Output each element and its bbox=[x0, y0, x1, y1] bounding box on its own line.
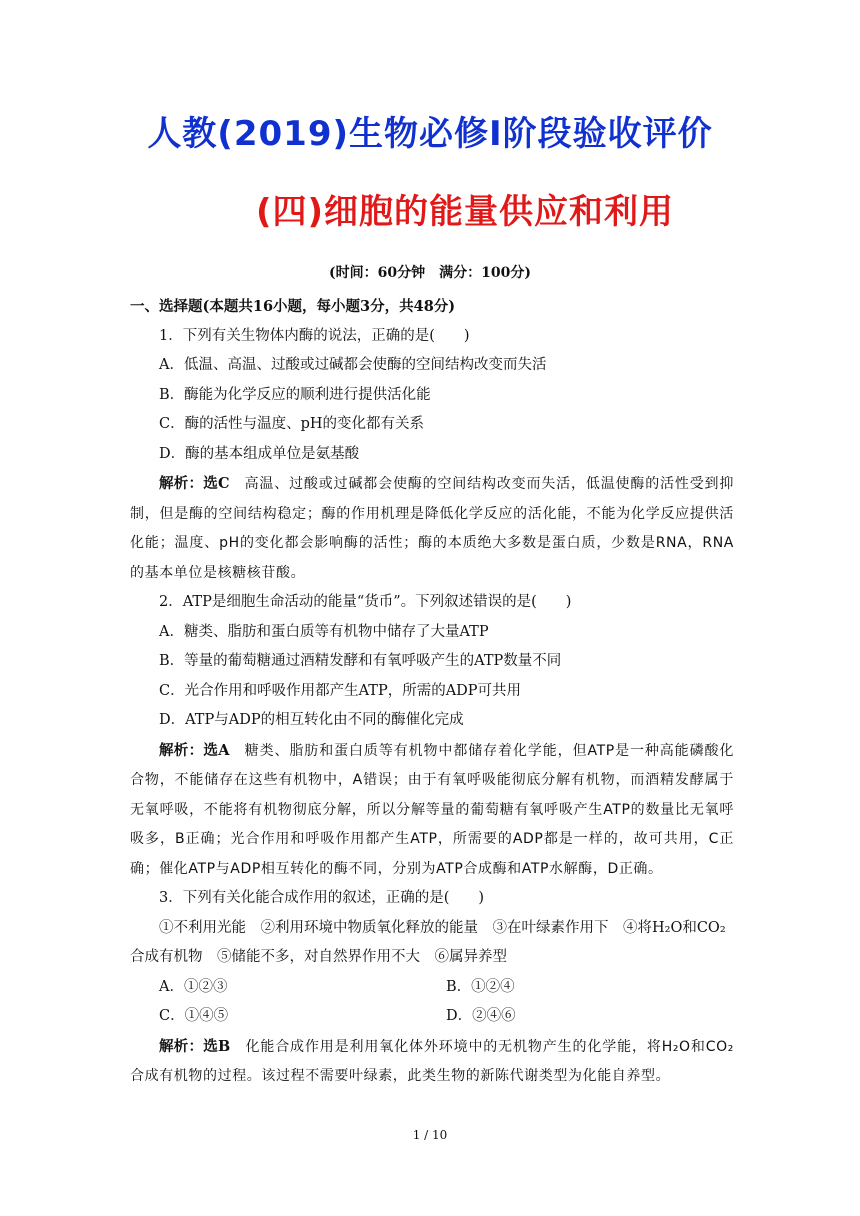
content bbox=[130, 292, 734, 1092]
page-number: 1 / 10 bbox=[412, 1128, 448, 1142]
q3-items: ①不利用光能 ②利用环境中物质氧化释放的能量 ③在叶绿素作用下 ④将H₂O和CO₂合成有机物 ⑤储能不多，对自然界作用不大 ⑥属异养型 bbox=[130, 919, 726, 965]
q1-option-b: B．酶能为化学反应的顺利进行提供活化能 bbox=[159, 386, 431, 403]
q3-answer-label: 解析：选B bbox=[159, 1037, 231, 1055]
q1-option-c: C．酶的活性与温度、pH的变化都有关系 bbox=[159, 416, 425, 432]
q2-option-a: A．糖类、脂肪和蛋白质等有机物中储存了大量ATP bbox=[159, 623, 489, 640]
title-line-2: (四)细胞的能量供应和利用 bbox=[255, 192, 675, 232]
q3-option-d: D．②④⑥ bbox=[446, 1008, 516, 1024]
q1-option-d: D．酶的基本组成单位是氨基酸 bbox=[159, 445, 360, 462]
q1-explanation-text: 高温、过酸或过碱都会使酶的空间结构改变而失活，低温使酶的活性受到抑制，但是酶的空间结构稳定；酶的作用机理是降低化学反应的活化能，不能为化学反应提供活化能；温度、pH的变化都会影响酶的活性；酶的本质绝大多数是蛋白质，少数是RNA，RNA的基本单位是核糖核苷酸。 bbox=[130, 476, 734, 581]
q3-option-b: B．①②④ bbox=[446, 978, 515, 995]
q1-explanation bbox=[130, 469, 734, 588]
q2-stem: 2．ATP是细胞生命活动的能量“货币”。下列叙述错误的是( ) bbox=[159, 594, 572, 610]
q3-options-row-2 bbox=[130, 1002, 734, 1032]
q3-options-row-1 bbox=[130, 973, 734, 1003]
title-line-1: 人教(2019)生物必修Ⅰ阶段验收评价 bbox=[147, 114, 713, 154]
q1-option-a: A．低温、高温、过酸或过碱都会使酶的空间结构改变而失活 bbox=[159, 357, 547, 373]
q3-option-a: A．①②③ bbox=[159, 978, 228, 995]
q3-stem: 3．下列有关化能合成作用的叙述，正确的是( ) bbox=[159, 890, 485, 906]
q2-explanation-text: 糖类、脂肪和蛋白质等有机物中都储存着化学能，但ATP是一种高能磷酸化合物，不能储存在这些有机物中，A错误；由于有氧呼吸能彻底分解有机物，而酒精发酵属于无氧呼吸，不能将有机物彻底分解，所以分解等量的葡萄糖有氧呼吸产生ATP的数量比无氧呼吸多，B正确；光合作用和呼吸作用都产生ATP，所需要的ADP都是一样的，故可共用，C正确；催化ATP与ADP相互转化的酶不同，分别为ATP合成酶和ATP水解酶，D正确。 bbox=[130, 742, 734, 877]
q3-explanation bbox=[130, 1032, 734, 1092]
q2-option-d: D．ATP与ADP的相互转化由不同的酶催化完成 bbox=[159, 712, 464, 728]
q1-stem: 1．下列有关生物体内酶的说法，正确的是( ) bbox=[159, 327, 470, 344]
q3-explanation-text: 化能合成作用是利用氧化体外环境中的无机物产生的化学能，将H₂O和CO₂合成有机物的过程。该过程不需要叶绿素，此类生物的新陈代谢类型为化能自养型。 bbox=[130, 1038, 734, 1084]
q2-explanation bbox=[130, 736, 734, 885]
q2-option-c: C．光合作用和呼吸作用都产生ATP，所需的ADP可共用 bbox=[159, 682, 522, 699]
q1-answer-label: 解析：选C bbox=[159, 475, 230, 492]
q2-option-b: B．等量的葡萄糖通过酒精发酵和有氧呼吸产生的ATP数量不同 bbox=[159, 653, 562, 669]
q3-option-c: C．①④⑤ bbox=[159, 1008, 229, 1024]
exam-meta: (时间：60分钟 满分：100分) bbox=[329, 265, 531, 281]
q2-answer-label: 解析：选A bbox=[159, 741, 230, 759]
section-heading: 一、选择题(本题共16小题，每小题3分，共48分) bbox=[130, 298, 456, 315]
